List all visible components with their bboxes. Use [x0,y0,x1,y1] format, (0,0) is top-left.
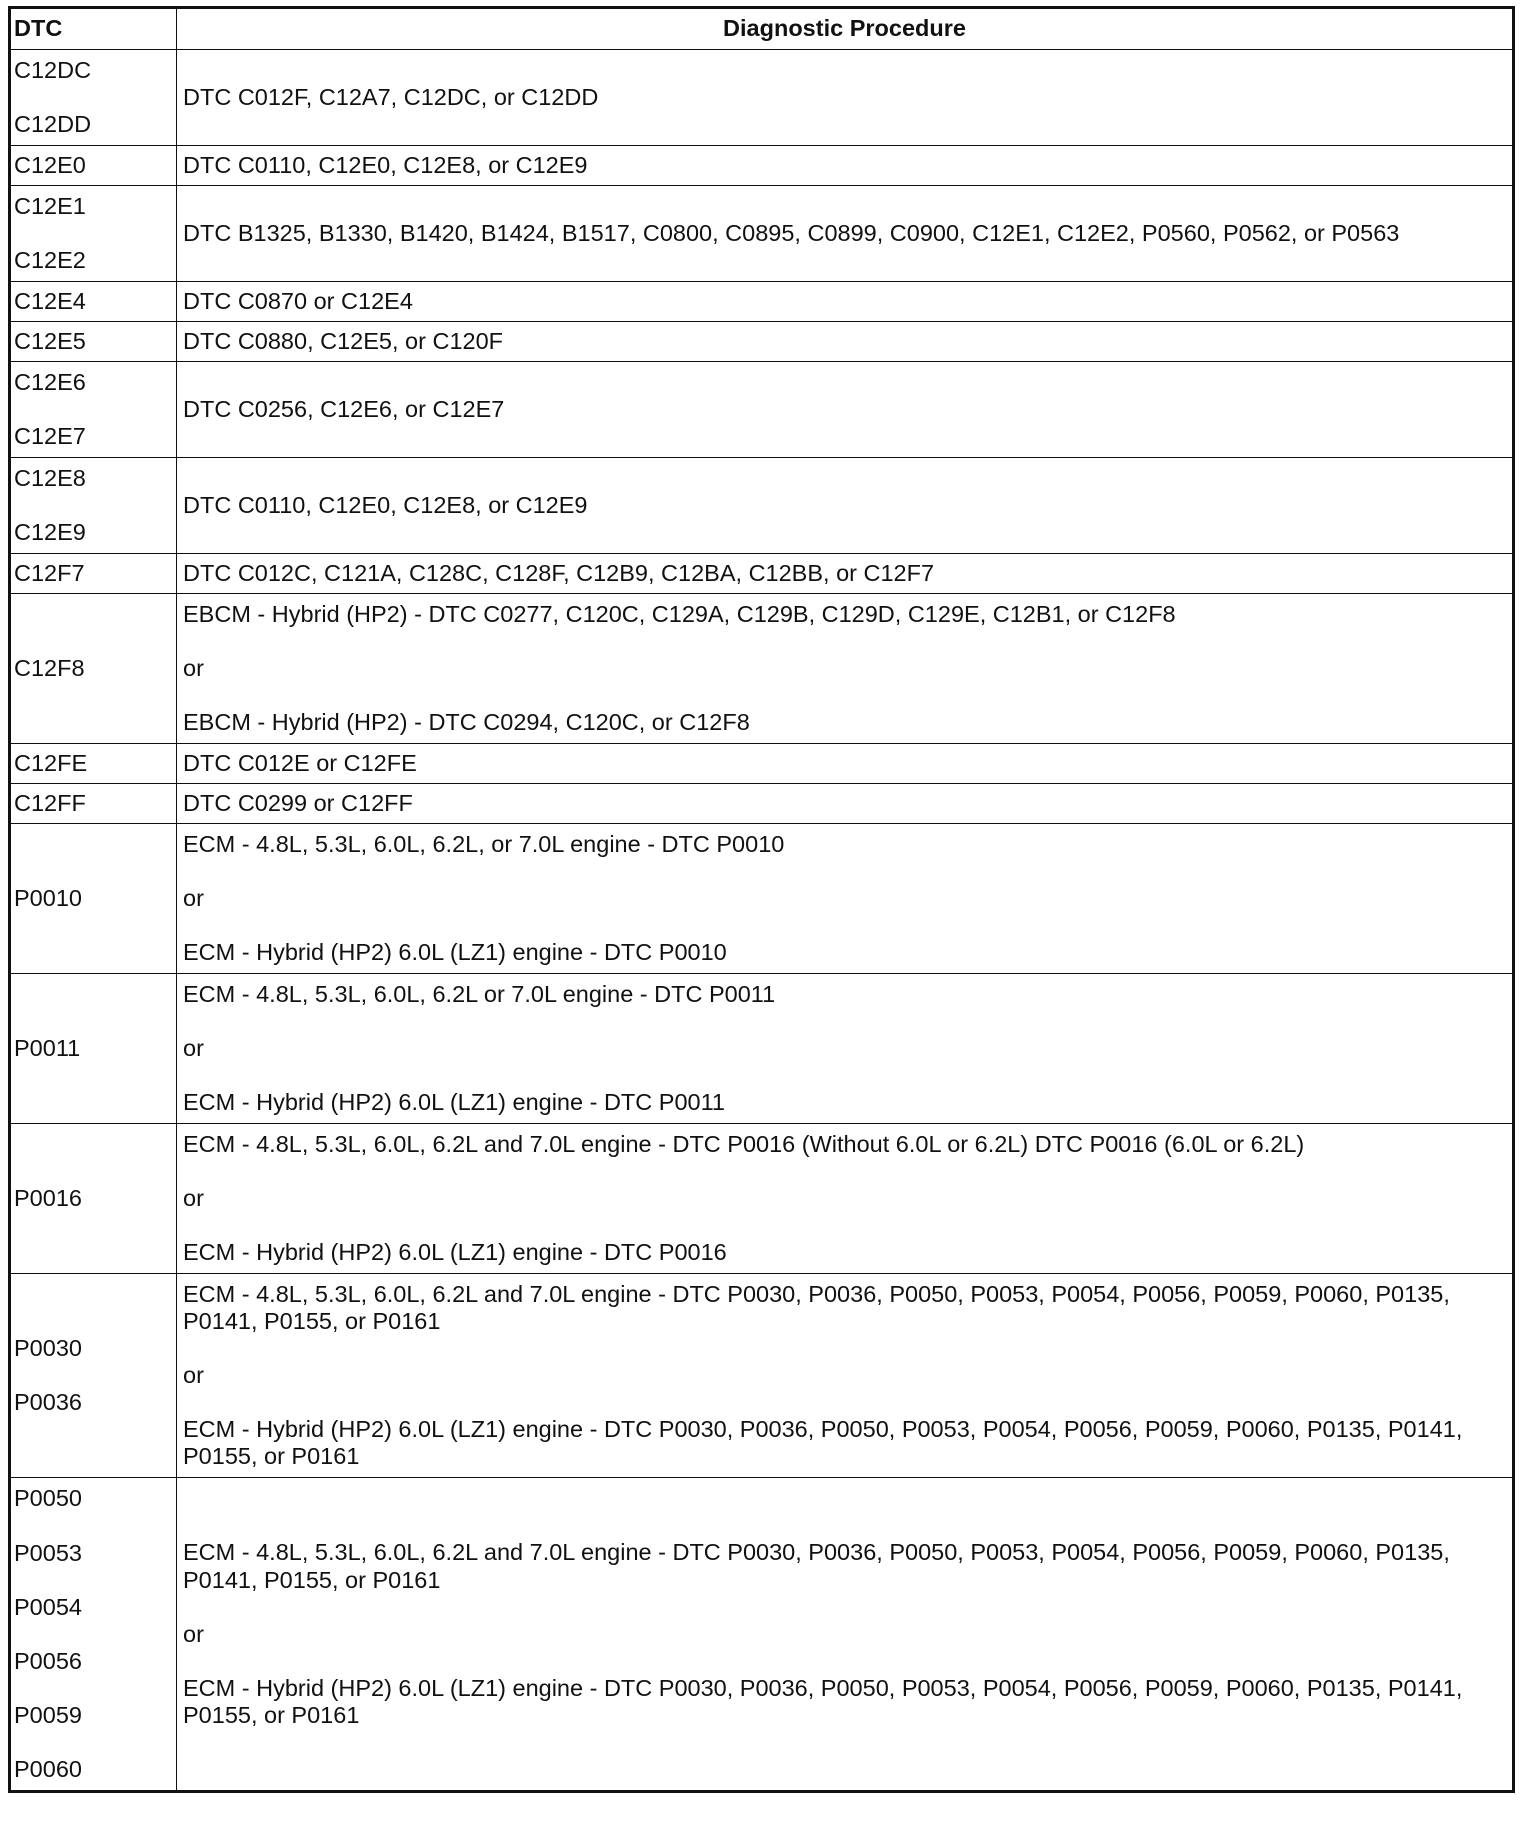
dtc-code-cell [10,50,177,146]
dtc-code: C12E2 [14,247,86,274]
procedure-text: ECM - 4.8L, 5.3L, 6.0L, 6.2L or 7.0L engine - DTC P0011 [183,981,776,1008]
dtc-code: P0036 [14,1389,82,1416]
line-spacer [14,1362,173,1389]
dtc-table [8,6,1515,1793]
dtc-code: C12FE [14,750,88,777]
table-row [10,458,1514,554]
procedure-text: DTC B1325, B1330, B1420, B1424, B1517, C0800, C0895, C0899, C0900, C12E1, C12E2, P0560, P0562, or P0563 [183,220,1400,247]
table-row [10,1478,1514,1791]
dtc-code: C12F7 [14,560,85,587]
dtc-code-cell [10,362,177,458]
table-row [10,824,1514,974]
procedure-cell [177,146,1514,186]
procedure-cell [177,974,1514,1124]
header-diagnostic-procedure: Diagnostic Procedure [177,8,1514,50]
procedure-text: EBCM - Hybrid (HP2) - DTC C0294, C120C, or C12F8 [183,709,750,736]
procedure-cell [177,282,1514,322]
procedure-text: DTC C0870 or C12E4 [183,288,413,315]
procedure-text: EBCM - Hybrid (HP2) - DTC C0277, C120C, C129A, C129B, C129D, C129E, C12B1, or C12F8 [183,601,1176,628]
dtc-code-cell [10,594,177,744]
line-spacer [14,1567,173,1594]
line-spacer [183,628,1506,655]
dtc-code-cell [10,974,177,1124]
procedure-cell [177,1478,1514,1791]
dtc-code: C12DD [14,111,92,138]
table-row [10,1274,1514,1478]
dtc-code: C12E8 [14,465,86,492]
line-spacer [14,492,173,519]
dtc-code: C12FF [14,790,86,817]
dtc-code: C12E1 [14,193,86,220]
table-row [10,322,1514,362]
or-separator: or [183,1185,204,1212]
procedure-text: DTC C0299 or C12FF [183,790,413,817]
dtc-code-cell [10,554,177,594]
line-spacer [183,1008,1506,1035]
dtc-table-container [8,6,1512,1793]
line-spacer [183,1389,1506,1416]
line-spacer [183,858,1506,885]
dtc-code-cell [10,458,177,554]
dtc-code-cell [10,282,177,322]
dtc-code: C12DC [14,57,92,83]
procedure-cell [177,554,1514,594]
line-spacer [14,1675,173,1702]
procedure-text: DTC C0256, C12E6, or C12E7 [183,396,505,423]
dtc-code: P0010 [14,885,82,912]
procedure-text: DTC C012F, C12A7, C12DC, or C12DD [183,84,599,110]
procedure-cell [177,824,1514,974]
dtc-code: C12E6 [14,369,86,396]
line-spacer [14,220,173,247]
procedure-text: ECM - 4.8L, 5.3L, 6.0L, 6.2L and 7.0L engine - DTC P0030, P0036, P0050, P0053, P0054, P0056, P0059, P0060, P0135, P0141, P0155, or P0161 [183,1281,1450,1335]
dtc-code: C12E5 [14,328,86,355]
line-spacer [183,1212,1506,1239]
dtc-code: P0060 [14,1755,82,1782]
table-row [10,282,1514,322]
table-row [10,784,1514,824]
table-row [10,974,1514,1124]
table-row [10,554,1514,594]
table-row [10,50,1514,146]
or-separator: or [183,885,204,912]
line-spacer [183,1062,1506,1089]
procedure-cell [177,744,1514,784]
procedure-text: ECM - Hybrid (HP2) 6.0L (LZ1) engine - DTC P0030, P0036, P0050, P0053, P0054, P0056, P0059, P0060, P0135, P0141, P0155, or P0161 [183,1416,1463,1470]
dtc-code: C12E7 [14,423,86,450]
table-row [10,362,1514,458]
procedure-cell [177,594,1514,744]
procedure-cell [177,322,1514,362]
procedure-text: DTC C012E or C12FE [183,750,417,777]
line-spacer [183,682,1506,709]
dtc-code: P0053 [14,1539,82,1566]
dtc-code-cell [10,186,177,282]
or-separator: or [183,1620,204,1647]
procedure-text: ECM - Hybrid (HP2) 6.0L (LZ1) engine - DTC P0030, P0036, P0050, P0053, P0054, P0056, P0059, P0060, P0135, P0141, P0155, or P0161 [183,1674,1463,1728]
dtc-code: P0011 [14,1035,81,1062]
table-row [10,744,1514,784]
dtc-code-cell [10,1478,177,1791]
procedure-text: ECM - Hybrid (HP2) 6.0L (LZ1) engine - DTC P0011 [183,1089,725,1116]
dtc-code: P0016 [14,1185,82,1212]
table-row [10,146,1514,186]
procedure-text: ECM - Hybrid (HP2) 6.0L (LZ1) engine - DTC P0016 [183,1239,727,1266]
procedure-cell [177,362,1514,458]
or-separator: or [183,1362,204,1389]
line-spacer [14,84,173,111]
dtc-code: P0030 [14,1335,82,1362]
dtc-code-cell [10,322,177,362]
header-dtc: DTC [10,8,177,50]
dtc-code: P0050 [14,1485,82,1512]
dtc-code-cell [10,824,177,974]
dtc-code: C12E9 [14,519,86,546]
procedure-cell [177,50,1514,146]
dtc-code-cell [10,1124,177,1274]
or-separator: or [183,655,204,682]
dtc-code: C12E0 [14,152,86,179]
line-spacer [183,1594,1506,1621]
procedure-cell [177,1274,1514,1478]
procedure-text: DTC C0110, C12E0, C12E8, or C12E9 [183,152,588,179]
table-header-row [10,8,1514,50]
dtc-code: P0054 [14,1593,82,1620]
procedure-text: ECM - 4.8L, 5.3L, 6.0L, 6.2L, or 7.0L engine - DTC P0010 [183,831,785,858]
dtc-code: C12E4 [14,288,86,315]
line-spacer [183,1648,1506,1675]
line-spacer [183,912,1506,939]
dtc-code: P0059 [14,1701,82,1728]
dtc-code: C12F8 [14,655,85,682]
procedure-text: DTC C0110, C12E0, C12E8, or C12E9 [183,492,588,519]
procedure-cell [177,784,1514,824]
line-spacer [14,396,173,423]
table-row [10,594,1514,744]
line-spacer [14,1513,173,1540]
line-spacer [14,1621,173,1648]
table-row [10,186,1514,282]
dtc-code: P0056 [14,1647,82,1674]
procedure-cell [177,1124,1514,1274]
dtc-code-cell [10,784,177,824]
procedure-text: ECM - 4.8L, 5.3L, 6.0L, 6.2L and 7.0L engine - DTC P0016 (Without 6.0L or 6.2L) DTC P0016 (6.0L or 6.2L) [183,1131,1305,1158]
procedure-cell [177,458,1514,554]
dtc-code-cell [10,146,177,186]
procedure-text: ECM - Hybrid (HP2) 6.0L (LZ1) engine - DTC P0010 [183,939,727,966]
or-separator: or [183,1035,204,1062]
procedure-text: DTC C012C, C121A, C128C, C128F, C12B9, C12BA, C12BB, or C12F7 [183,560,935,587]
procedure-text: ECM - 4.8L, 5.3L, 6.0L, 6.2L and 7.0L engine - DTC P0030, P0036, P0050, P0053, P0054, P0056, P0059, P0060, P0135, P0141, P0155, or P0161 [183,1539,1450,1593]
line-spacer [14,1729,173,1756]
dtc-code-cell [10,744,177,784]
dtc-code-cell [10,1274,177,1478]
procedure-text: DTC C0880, C12E5, or C120F [183,328,504,355]
line-spacer [183,1158,1506,1185]
procedure-cell [177,186,1514,282]
line-spacer [183,1335,1506,1362]
table-row [10,1124,1514,1274]
